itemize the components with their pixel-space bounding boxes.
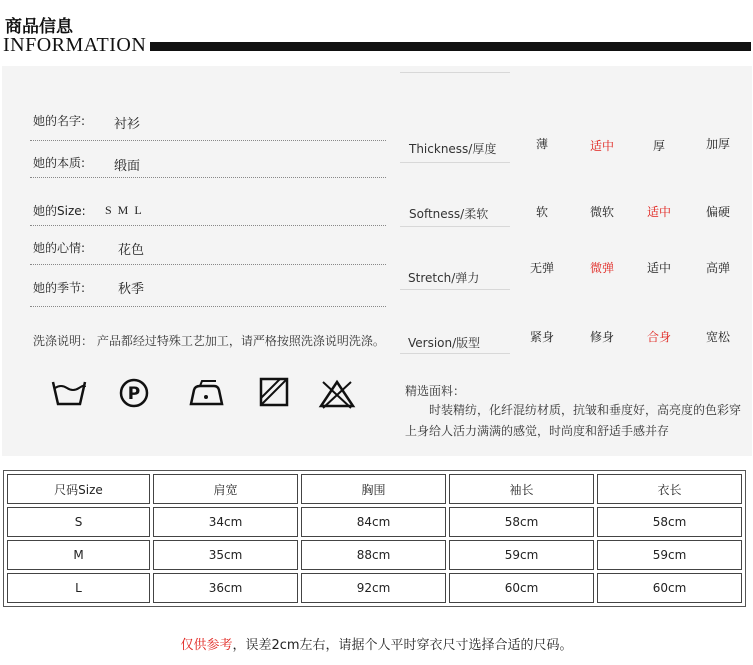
- tumble-dry-square-icon: [254, 376, 294, 410]
- field-material-label: 她的本质:: [33, 156, 86, 170]
- field-divider: [30, 225, 386, 226]
- size-table: [3, 470, 746, 607]
- table-row: [7, 573, 742, 603]
- attr-thickness-opt: 薄: [535, 137, 548, 151]
- table-cell: 34cm: [153, 507, 298, 537]
- table-header-cell: 袖长: [449, 474, 594, 504]
- field-mood-label: 她的心情:: [33, 241, 86, 255]
- fabric-title: 精选面料：: [405, 384, 466, 398]
- attr-version-opt: 紧身: [529, 330, 554, 344]
- field-divider: [30, 264, 386, 265]
- table-cell: 92cm: [301, 573, 446, 603]
- field-size-label: 她的Size:: [33, 204, 86, 218]
- table-header-cell: 胸围: [301, 474, 446, 504]
- attr-softness-opt: 微软: [589, 205, 614, 219]
- disclaimer-text: ，误差2cm左右，请据个人平时穿衣尺寸选择合适的尺码。: [232, 638, 573, 653]
- field-name-label: 她的名字:: [33, 114, 86, 128]
- dry-clean-p-icon: [114, 376, 154, 410]
- field-divider: [30, 177, 386, 178]
- attr-thickness-opt: 加厚: [705, 137, 730, 151]
- attr-stretch-opt-selected: 微弹: [589, 261, 614, 275]
- attr-divider: [400, 162, 510, 163]
- attr-stretch-opt: 高弹: [705, 261, 730, 275]
- disclaimer-highlight: 仅供参考: [180, 638, 233, 653]
- attr-thickness-label: Thickness/厚度: [409, 142, 497, 156]
- table-header-cell: 尺码Size: [7, 474, 150, 504]
- section-title-cn: 商品信息: [5, 17, 73, 37]
- wash-instructions: 洗涤说明： 产品都经过特殊工艺加工，请严格按照洗涤说明洗涤。: [33, 334, 385, 348]
- field-divider: [30, 140, 386, 141]
- attr-softness-opt: 偏硬: [705, 205, 730, 219]
- size-disclaimer: [0, 634, 753, 653]
- table-cell: 35cm: [153, 540, 298, 570]
- attr-version-opt-selected: 合身: [646, 330, 671, 344]
- attr-stretch-label: Stretch/弹力: [408, 271, 480, 285]
- table-header-cell: 衣长: [597, 474, 742, 504]
- wash-basin-icon: [49, 376, 89, 410]
- attr-stretch-opt: 适中: [646, 261, 671, 275]
- attr-softness-opt: 软: [535, 205, 548, 219]
- table-header-cell: 肩宽: [153, 474, 298, 504]
- table-header-row: [7, 474, 742, 504]
- table-cell: 59cm: [449, 540, 594, 570]
- field-season-value: 秋季: [118, 282, 145, 297]
- table-row: [7, 540, 742, 570]
- attr-softness-label: Softness/柔软: [409, 207, 489, 221]
- attr-thickness-opt-selected: 适中: [589, 139, 614, 153]
- field-divider: [30, 306, 386, 307]
- table-cell: 59cm: [597, 540, 742, 570]
- table-cell: 88cm: [301, 540, 446, 570]
- iron-icon: [186, 376, 226, 410]
- field-season-label: 她的季节:: [33, 281, 86, 295]
- attr-divider: [400, 72, 510, 73]
- table-cell: M: [7, 540, 150, 570]
- header-divider-bar: [150, 42, 751, 51]
- table-row: [7, 507, 742, 537]
- table-cell: 60cm: [597, 573, 742, 603]
- fabric-description: 时装精纺，化纤混纺材质，抗皱和垂度好，高亮度的色彩穿上身给人活力满满的感觉，时尚度和舒适手感并存: [405, 403, 742, 438]
- svg-text:P: P: [127, 384, 141, 404]
- section-title-en: INFORMATION: [3, 34, 147, 56]
- table-cell: 84cm: [301, 507, 446, 537]
- attr-version-label: Version/版型: [408, 336, 481, 350]
- attr-divider: [400, 353, 510, 354]
- attr-version-opt: 宽松: [705, 330, 730, 344]
- table-cell: S: [7, 507, 150, 537]
- attr-divider: [400, 289, 510, 290]
- attr-version-opt: 修身: [589, 330, 614, 344]
- table-cell: 36cm: [153, 573, 298, 603]
- attr-thickness-opt: 厚: [652, 139, 665, 153]
- table-cell: 60cm: [449, 573, 594, 603]
- attr-stretch-opt: 无弹: [529, 261, 554, 275]
- field-name-value: 衬衫: [114, 117, 141, 132]
- attr-divider: [400, 226, 510, 227]
- no-bleach-triangle-icon: [317, 376, 357, 410]
- table-cell: 58cm: [449, 507, 594, 537]
- table-cell: L: [7, 573, 150, 603]
- field-mood-value: 花色: [118, 243, 145, 258]
- field-material-value: 缎面: [114, 159, 141, 174]
- attr-softness-opt-selected: 适中: [646, 205, 671, 219]
- field-size-value: S M L: [105, 203, 142, 217]
- table-cell: 58cm: [597, 507, 742, 537]
